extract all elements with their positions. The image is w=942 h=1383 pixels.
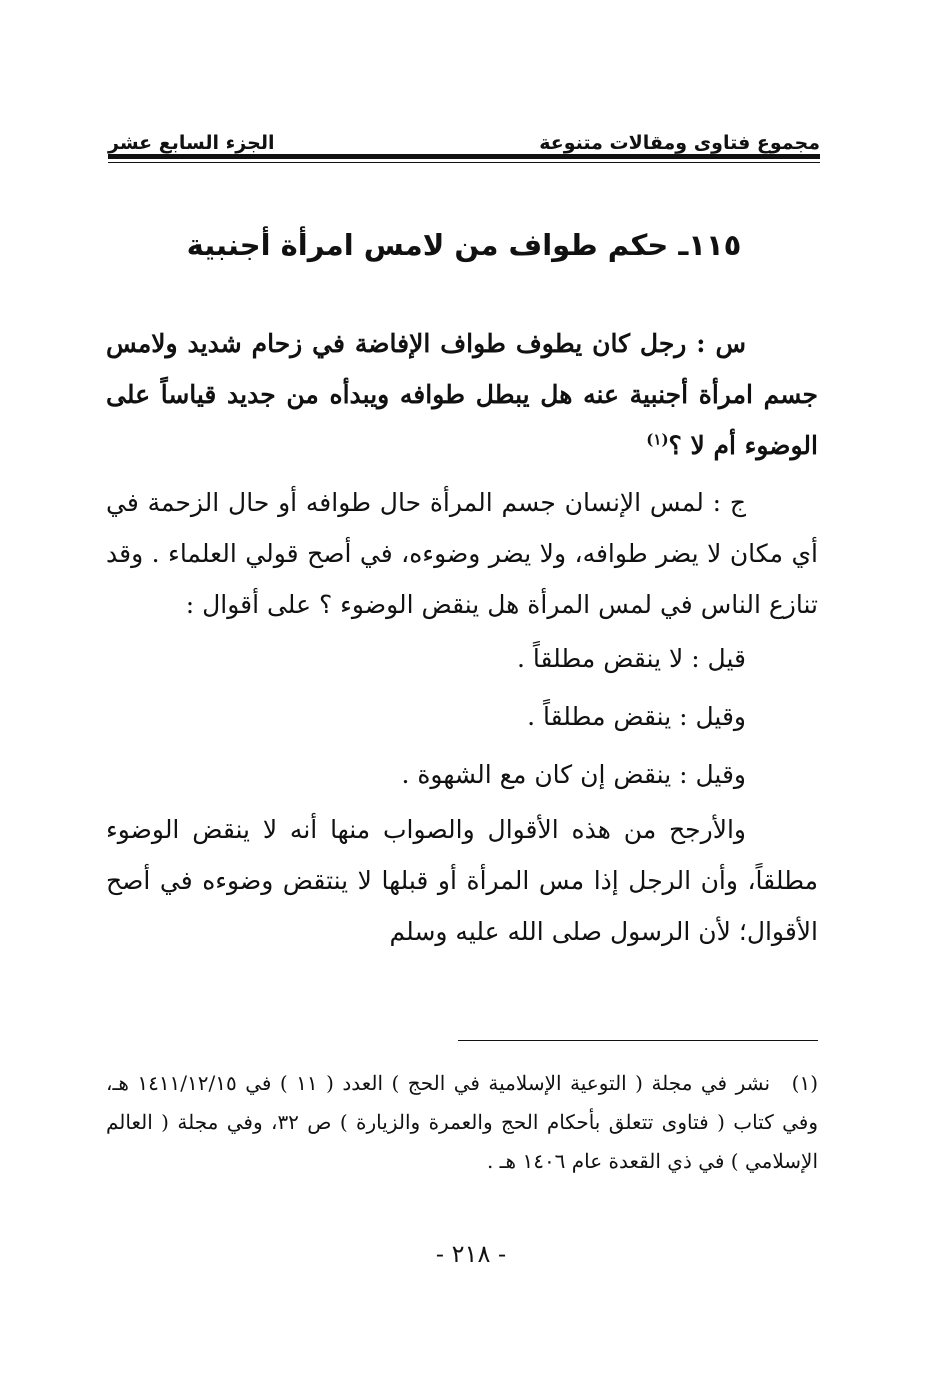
fatwa-title: ١١٥ـ حكم طواف من لامس امرأة أجنبية bbox=[186, 228, 742, 262]
header-book-title: مجموع فتاوى ومقالات متنوعة bbox=[539, 132, 820, 154]
fatwa-body bbox=[106, 318, 818, 957]
opinion-3: وقيل : ينقض إن كان مع الشهوة . bbox=[401, 760, 746, 789]
opinion-2: وقيل : ينقض مطلقاً . bbox=[527, 702, 746, 731]
answer-paragraph: ج : لمس الإنسان جسم المرأة حال طوافه أو حال الزحمة في أي مكان لا يضر طوافه، ولا يضر وضوءه، في أصح قولي العلماء . وقد تنازع الناس في لمس المرأة هل ينقض الوضوء ؟ على أقوال : bbox=[106, 488, 818, 619]
footnote bbox=[106, 1064, 818, 1181]
running-header bbox=[108, 120, 820, 154]
footnote-reference: (١) bbox=[646, 430, 669, 449]
page-number: - ٢١٨ - bbox=[435, 1240, 507, 1268]
question-text: س : رجل كان يطوف طواف الإفاضة في زحام شديد ولامس جسم امرأة أجنبية عنه هل يبطل طوافه ويبدأه من جديد قياساً على الوضوء أم لا ؟ bbox=[106, 329, 818, 460]
footnote-text: نشر في مجلة ( التوعية الإسلامية في الحج ) العدد ( ١١ ) في ١٤١١/١٢/١٥ هـ، وفي كتاب ( فتاوى تتعلق بأحكام الحج والعمرة والزيارة ) ص ٣٢، وفي مجلة ( العالم الإسلامي ) في ذي القعدة عام ١٤٠٦ هـ . bbox=[106, 1071, 818, 1173]
header-volume: الجزء السابع عشر bbox=[108, 132, 275, 154]
opinion-1: قيل : لا ينقض مطلقاً . bbox=[516, 644, 746, 673]
conclusion-paragraph: والأرجح من هذه الأقوال والصواب منها أنه لا ينقض الوضوء مطلقاً، وأن الرجل إذا مس المرأة أو قبلها لا ينتقض وضوءه في أصح الأقوال؛ لأن الرسول صلى الله عليه وسلم bbox=[106, 815, 818, 946]
question-paragraph bbox=[106, 318, 818, 471]
footnote-number: (١) bbox=[791, 1071, 819, 1095]
header-rule-thin bbox=[108, 162, 820, 163]
header-rule-thick bbox=[108, 154, 820, 159]
footnote-separator bbox=[458, 1040, 818, 1041]
